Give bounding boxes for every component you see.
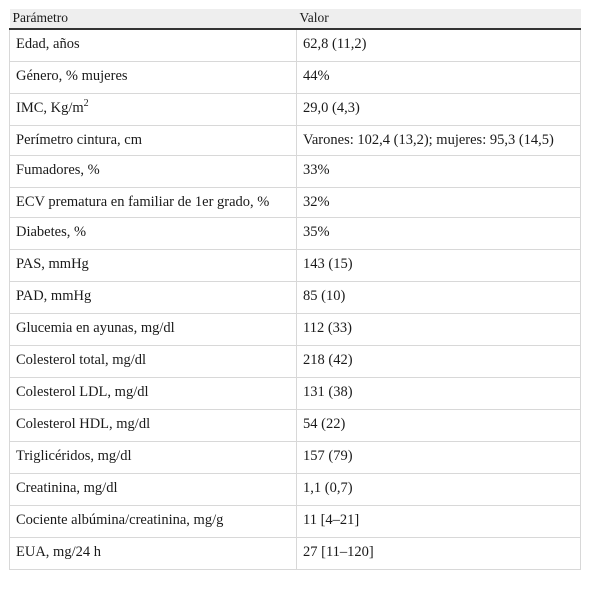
cell-value: 62,8 (11,2) [297, 29, 581, 62]
header-parameter: Parámetro [10, 9, 297, 29]
cell-parameter: Colesterol LDL, mg/dl [10, 378, 297, 410]
cell-value: 27 [11–120] [297, 538, 581, 570]
table-row [10, 250, 581, 282]
table-row [10, 218, 581, 250]
cell-parameter: Fumadores, % [10, 156, 297, 188]
cell-value: 29,0 (4,3) [297, 94, 581, 126]
cell-parameter: PAS, mmHg [10, 250, 297, 282]
cell-parameter: Perímetro cintura, cm [10, 126, 297, 156]
cell-parameter: Colesterol HDL, mg/dl [10, 410, 297, 442]
cell-parameter: Cociente albúmina/creatinina, mg/g [10, 506, 297, 538]
cell-value: 143 (15) [297, 250, 581, 282]
cell-value: 11 [4–21] [297, 506, 581, 538]
table-row [10, 126, 581, 156]
cell-parameter [10, 94, 297, 126]
cell-value: 44% [297, 62, 581, 94]
cell-parameter: Colesterol total, mg/dl [10, 346, 297, 378]
cell-value: 218 (42) [297, 346, 581, 378]
cell-value: 112 (33) [297, 314, 581, 346]
table-row [10, 62, 581, 94]
table-row [10, 188, 581, 218]
cell-value: 131 (38) [297, 378, 581, 410]
cell-value: 85 (10) [297, 282, 581, 314]
cell-parameter: Edad, años [10, 29, 297, 62]
cell-parameter: Triglicéridos, mg/dl [10, 442, 297, 474]
cell-value: 1,1 (0,7) [297, 474, 581, 506]
cell-parameter: Diabetes, % [10, 218, 297, 250]
table-row [10, 29, 581, 62]
cell-parameter-superscript: 2 [83, 98, 89, 110]
table-row [10, 506, 581, 538]
table-row [10, 156, 581, 188]
table-row [10, 378, 581, 410]
cell-parameter: Creatinina, mg/dl [10, 474, 297, 506]
cell-parameter-text: IMC, Kg/m [16, 100, 84, 116]
table-row [10, 538, 581, 570]
table-header-row [10, 9, 581, 29]
table-row [10, 410, 581, 442]
table-row [10, 442, 581, 474]
cell-parameter: Género, % mujeres [10, 62, 297, 94]
cell-value: 32% [297, 188, 581, 218]
table-row [10, 282, 581, 314]
cell-value: Varones: 102,4 (13,2); mujeres: 95,3 (14,5) [297, 126, 581, 156]
cell-value: 35% [297, 218, 581, 250]
characteristics-table [9, 9, 581, 570]
table-row [10, 474, 581, 506]
cell-parameter: ECV prematura en familiar de 1er grado, % [10, 188, 297, 218]
cell-value: 157 (79) [297, 442, 581, 474]
header-value: Valor [297, 9, 581, 29]
table-row [10, 314, 581, 346]
data-table-container [9, 9, 580, 570]
cell-parameter: EUA, mg/24 h [10, 538, 297, 570]
cell-value: 33% [297, 156, 581, 188]
cell-parameter: PAD, mmHg [10, 282, 297, 314]
table-row [10, 94, 581, 126]
table-row [10, 346, 581, 378]
cell-value: 54 (22) [297, 410, 581, 442]
cell-parameter: Glucemia en ayunas, mg/dl [10, 314, 297, 346]
